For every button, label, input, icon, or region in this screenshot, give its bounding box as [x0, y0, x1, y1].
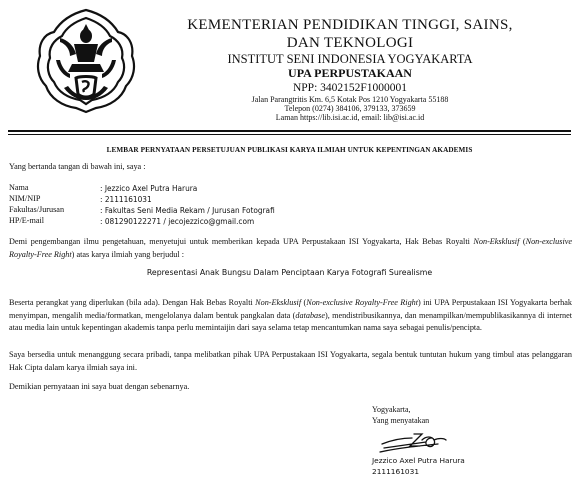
- signature-declarant: Yang menyatakan: [372, 416, 430, 425]
- handwritten-signature: [378, 426, 450, 456]
- para2-text-a: Beserta perangkat yang diperlukan (bila ada). Dengan Hak Bebas Royalti: [9, 298, 256, 307]
- phone-line: Telepon (0274) 384106, 379133, 373659: [284, 104, 416, 113]
- para2-italic-2: Non-exclusive Royalty-Free Right: [306, 298, 419, 307]
- consent-paragraph: [9, 236, 572, 261]
- header-divider-thin: [8, 134, 571, 135]
- field-label-faculty: Fakultas/Jurusan: [9, 205, 65, 214]
- ministry-name-line-2: DAN TEKNOLOGI: [286, 35, 414, 51]
- signature-city: Yogyakarta,: [372, 405, 411, 414]
- header-divider-thick: [8, 130, 571, 132]
- closing-paragraph: Demikian pernyataan ini saya buat dengan sebenarnya.: [9, 382, 190, 391]
- para1-italic-1: Non-Eksklusif: [473, 237, 520, 246]
- rights-paragraph: [9, 297, 572, 335]
- para2-italic-3: database: [295, 310, 325, 320]
- npp-number: NPP: 3402152F1000001: [292, 82, 408, 94]
- institution-name: INSTITUT SENI INDONESIA YOGYAKARTA: [227, 52, 473, 66]
- field-label-contact: HP/E-mail: [9, 216, 45, 225]
- liability-paragraph: Saya bersedia untuk menanggung secara pribadi, tanpa melibatkan pihak UPA Perpustakaan ISI Yogyakarta, segala bentuk tuntutan hukum yang timbul atas pelanggaran Hak Cipta dalam karya ilmiah saya ini.: [9, 350, 572, 372]
- intro-text: Yang bertanda tangan di bawah ini, saya :: [9, 162, 146, 171]
- document-title: LEMBAR PERNYATAAN PERSETUJUAN PUBLIKASI KARYA ILMIAH UNTUK KEPENTINGAN AKADEMIS: [106, 146, 473, 154]
- para1-text-a: Demi pengembangan ilmu pengetahuan, menyetujui untuk memberikan kepada UPA Perpustakaan ISI Yogyakarta, Hak Bebas Royalti: [9, 237, 474, 246]
- para2-text-b: (: [301, 298, 307, 307]
- field-value-name: : Jezzico Axel Putra Harura: [100, 183, 198, 193]
- address-line: Jalan Parangtritis Km. 6,5 Kotak Pos 1210 Yogyakarta 55188: [251, 95, 449, 104]
- institution-logo: [30, 4, 142, 116]
- field-value-nim: : 2111161031: [100, 194, 152, 204]
- para2-text-c: ) ini UPA Perpustakaan ISI Yogyakarta berhak menyimpan, mengalih media/formatkan, mengelolanya dalam bentuk pangkalan data (: [9, 298, 573, 320]
- para1-text-b: (: [519, 237, 526, 246]
- field-label-name: Nama: [9, 183, 29, 192]
- field-value-contact: : 081290122271 / jecojezzico@gmail.com: [100, 216, 255, 226]
- signature-name: Jezzico Axel Putra Harura: [372, 456, 465, 465]
- para1-text-c: ) atas karya ilmiah yang berjudul :: [71, 249, 184, 259]
- field-value-faculty: : Fakultas Seni Media Rekam / Jurusan Fotografi: [100, 205, 275, 215]
- unit-name: UPA PERPUSTAKAAN: [288, 66, 412, 80]
- para1-italic-2: Non-exclusive Royalty-Free Right: [9, 237, 572, 259]
- signature-id: 2111161031: [372, 467, 420, 476]
- field-label-nim: NIM/NIP: [9, 194, 41, 203]
- ministry-name-line-1: KEMENTERIAN PENDIDIKAN TINGGI, SAINS,: [187, 17, 513, 33]
- para2-italic-1: Non-Eksklusif: [255, 298, 302, 307]
- para2-text-d: ), mendistribusikannya, dan menampilkan/mempublikasikannya di internet atau media lain untuk kepentingan akademis tanpa perlu memintaijin dari saya selama tetap mencantumkan nama saya sebagai penulis/pencipta.: [9, 310, 572, 332]
- contact-line: Laman https://lib.isi.ac.id, email: lib@isi.ac.id: [275, 113, 425, 122]
- work-title: Representasi Anak Bungsu Dalam Penciptaan Karya Fotografi Surealisme: [146, 268, 433, 277]
